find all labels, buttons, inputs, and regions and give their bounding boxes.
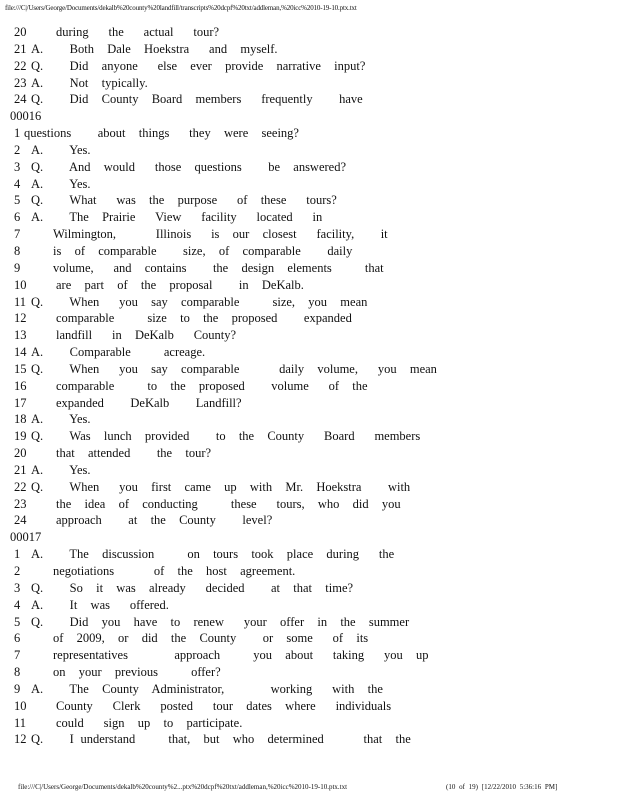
line-text: is of comparable size, of comparable daily bbox=[53, 243, 353, 258]
line-number: 15 bbox=[14, 361, 27, 376]
transcript-line bbox=[0, 75, 618, 92]
line-text: Q. Was lunch provided to the County Board members bbox=[31, 429, 421, 444]
transcript-line bbox=[0, 91, 618, 108]
transcript-line bbox=[0, 58, 618, 75]
line-text: Q. Did County Board members frequently have bbox=[31, 92, 363, 107]
line-text: on your previous offer? bbox=[53, 665, 221, 680]
line-number: 6 bbox=[14, 210, 21, 225]
line-number: 7 bbox=[14, 227, 21, 242]
line-text: of 2009, or did the County or some of its bbox=[53, 631, 369, 646]
line-number: 12 bbox=[14, 311, 27, 326]
line-text: A. Yes. bbox=[31, 142, 91, 157]
line-text: Q. What was the purpose of these tours? bbox=[31, 193, 337, 208]
line-number: 2 bbox=[14, 142, 21, 157]
transcript-line bbox=[0, 24, 618, 41]
line-number: 23 bbox=[14, 496, 27, 511]
line-number: 24 bbox=[14, 92, 27, 107]
line-number: 1 bbox=[14, 126, 21, 141]
transcript-line bbox=[0, 428, 618, 445]
line-number: 13 bbox=[14, 328, 27, 343]
line-number: 1 bbox=[14, 547, 21, 562]
line-number: 19 bbox=[14, 429, 27, 444]
line-number: 11 bbox=[14, 294, 27, 309]
line-number: 9 bbox=[14, 681, 21, 696]
line-number: 18 bbox=[14, 412, 27, 427]
transcript-line bbox=[0, 698, 618, 715]
transcript-line bbox=[0, 142, 618, 159]
line-number: 8 bbox=[14, 665, 21, 680]
footer-page-info: (10 of 19) [12/22/2010 5:36:16 PM] bbox=[446, 783, 558, 791]
transcript-line bbox=[0, 546, 618, 563]
transcript-line bbox=[0, 260, 618, 277]
line-number: 3 bbox=[14, 580, 21, 595]
transcript-line bbox=[0, 445, 618, 462]
line-text: A. Yes. bbox=[31, 462, 91, 477]
line-text: negotiations of the host agreement. bbox=[53, 564, 296, 578]
line-number: 11 bbox=[14, 715, 27, 730]
transcript-line bbox=[0, 277, 618, 294]
line-text: Q. Did you have to renew your offer in the summer bbox=[31, 614, 410, 629]
transcript-line bbox=[0, 176, 618, 193]
transcript-line bbox=[0, 344, 618, 361]
line-number: 12 bbox=[14, 732, 27, 747]
transcript-line bbox=[0, 715, 618, 732]
line-text: A. The County Administrator, working with the bbox=[31, 681, 383, 696]
line-text: volume, and contains the design elements that bbox=[53, 260, 384, 275]
line-text: A. It was offered. bbox=[31, 597, 169, 612]
line-text: Q. And would those questions be answered? bbox=[31, 159, 347, 174]
footer-file-path: file:///C|/Users/George/Documents/dekalb%20county%2...ptx%20dcpf%20txt/addleman,%20icc%2010-19-10.ptx.txt bbox=[18, 783, 348, 791]
line-number: 20 bbox=[14, 25, 27, 39]
line-number: 9 bbox=[14, 260, 21, 275]
transcript-line bbox=[0, 310, 618, 327]
transcript-line bbox=[0, 731, 618, 748]
transcript-line bbox=[0, 597, 618, 614]
transcript-line bbox=[0, 361, 618, 378]
line-text: Q. When you say comparable size, you mean bbox=[31, 294, 368, 309]
line-number: 6 bbox=[14, 631, 21, 646]
transcript-line bbox=[0, 192, 618, 209]
line-text: the idea of conducting these tours, who did you bbox=[56, 496, 401, 511]
transcript-line bbox=[0, 327, 618, 344]
line-text: Wilmington, Illinois is our closest facility, it bbox=[53, 227, 388, 242]
line-text: Q. When you say comparable daily volume, you mean bbox=[31, 361, 437, 376]
transcript-line bbox=[0, 563, 618, 580]
line-text: could sign up to participate. bbox=[56, 715, 243, 730]
line-number: 21 bbox=[14, 41, 27, 56]
transcript-line bbox=[0, 243, 618, 260]
line-number: 5 bbox=[14, 614, 21, 629]
transcript-line bbox=[0, 294, 618, 311]
transcript-body bbox=[0, 24, 618, 748]
line-text: A. Comparable acreage. bbox=[31, 345, 206, 360]
file-path-header: file:///C|/Users/George/Documents/dekalb%20county%20landfill/transcripts%20dcpf%20txt/addleman,%20icc%2010-19-10.ptx.txt bbox=[5, 4, 357, 12]
transcript-line bbox=[0, 125, 618, 142]
page-marker-line bbox=[0, 529, 618, 546]
line-text: A. Yes. bbox=[31, 412, 91, 427]
line-number: 3 bbox=[14, 159, 21, 174]
transcript-line bbox=[0, 378, 618, 395]
line-text: representatives approach you about taking you up bbox=[53, 648, 429, 663]
line-number: 8 bbox=[14, 243, 21, 258]
line-text: are part of the proposal in DeKalb. bbox=[56, 277, 304, 292]
line-text: A. Not typically. bbox=[31, 75, 148, 90]
line-number: 17 bbox=[14, 395, 27, 410]
line-number: 5 bbox=[14, 193, 21, 208]
line-number: 16 bbox=[14, 378, 27, 393]
line-number: 4 bbox=[14, 597, 21, 612]
page-marker-line bbox=[0, 108, 618, 125]
line-text: Q. Did anyone else ever provide narrative input? bbox=[31, 58, 366, 73]
line-text: Q. So it was already decided at that time? bbox=[31, 580, 354, 595]
line-text: A. Both Dale Hoekstra and myself. bbox=[31, 41, 278, 56]
line-text: questions about things they were seeing? bbox=[24, 126, 299, 141]
line-number: 2 bbox=[14, 564, 21, 578]
line-number: 20 bbox=[14, 446, 27, 461]
line-number: 14 bbox=[14, 345, 27, 360]
page-number: 00016 bbox=[10, 109, 42, 124]
transcript-line bbox=[0, 411, 618, 428]
transcript-line bbox=[0, 630, 618, 647]
line-number: 22 bbox=[14, 58, 27, 73]
transcript-line bbox=[0, 614, 618, 631]
line-number: 22 bbox=[14, 479, 27, 494]
transcript-line bbox=[0, 479, 618, 496]
line-text: during the actual tour? bbox=[56, 25, 220, 39]
transcript-line bbox=[0, 664, 618, 681]
transcript-line bbox=[0, 41, 618, 58]
line-text: Q. When you first came up with Mr. Hoekstra with bbox=[31, 479, 411, 494]
transcript-line bbox=[0, 647, 618, 664]
line-number: 10 bbox=[14, 698, 27, 713]
transcript-line bbox=[0, 512, 618, 529]
line-number: 10 bbox=[14, 277, 27, 292]
transcript-line bbox=[0, 226, 618, 243]
page-number: 00017 bbox=[10, 530, 42, 545]
line-number: 23 bbox=[14, 75, 27, 90]
line-text: approach at the County level? bbox=[56, 513, 273, 528]
transcript-line bbox=[0, 159, 618, 176]
transcript-line bbox=[0, 209, 618, 226]
line-text: A. The discussion on tours took place during the bbox=[31, 547, 395, 562]
line-text: comparable size to the proposed expanded bbox=[56, 311, 352, 326]
line-text: A. Yes. bbox=[31, 176, 91, 191]
line-number: 4 bbox=[14, 176, 21, 191]
line-number: 24 bbox=[14, 513, 27, 528]
transcript-line bbox=[0, 395, 618, 412]
line-number: 7 bbox=[14, 648, 21, 663]
line-text: A. The Prairie View facility located in bbox=[31, 210, 323, 225]
transcript-line bbox=[0, 681, 618, 698]
line-text: County Clerk posted tour dates where individuals bbox=[56, 698, 392, 713]
transcript-line bbox=[0, 580, 618, 597]
line-text: landfill in DeKalb County? bbox=[56, 328, 237, 343]
line-text: that attended the tour? bbox=[56, 446, 212, 461]
line-text: comparable to the proposed volume of the bbox=[56, 378, 368, 393]
line-number: 21 bbox=[14, 462, 27, 477]
line-text: expanded DeKalb Landfill? bbox=[56, 395, 242, 410]
transcript-line bbox=[0, 496, 618, 513]
transcript-line bbox=[0, 462, 618, 479]
line-text: Q. I understand that, but who determined that the bbox=[31, 732, 411, 747]
